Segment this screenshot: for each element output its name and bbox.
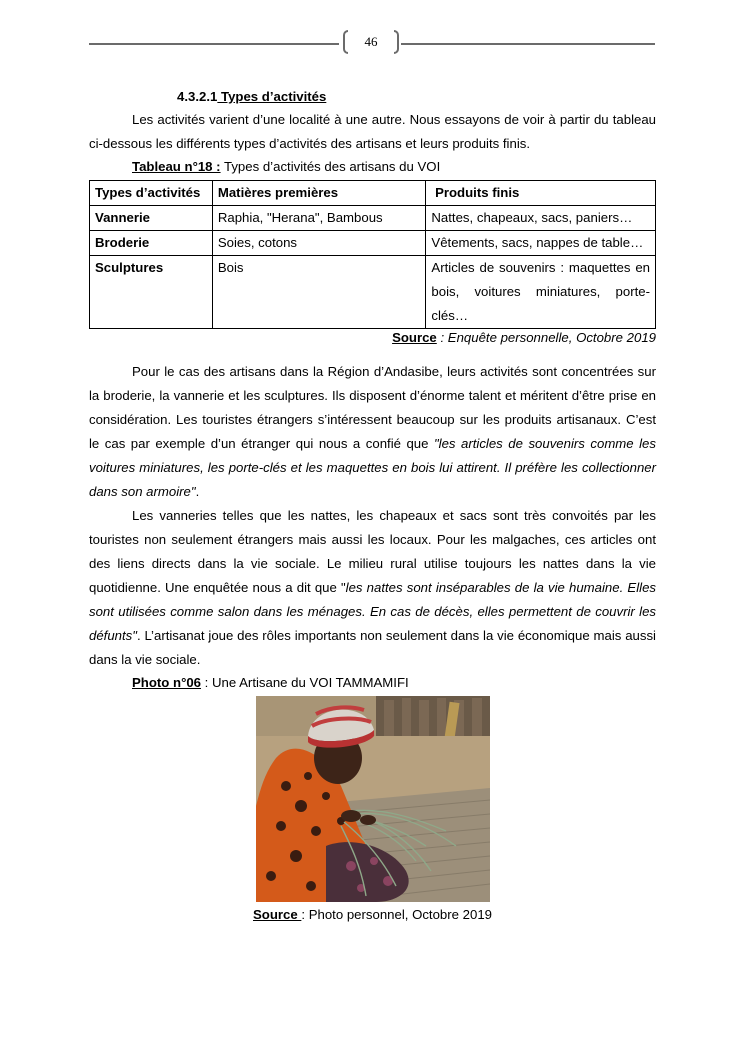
paragraph-vannerie-text: Les vanneries telles que les nattes, les chapeaux et sacs sont très convoités par les touristes non seulement étrangers mais aussi les locaux. Pour les malgaches, ces articles ont des liens directs dans la vie sociale. Le milieu rural utilise toujours les nattes dans la vie quotidienne. Une enquêtée nous a dit que " — [89, 508, 656, 595]
paragraph-tourists-end: . — [195, 484, 200, 499]
paragraph-vannerie-quote: les nattes sont inséparables de la vie humaine. Elles sont utilisées comme salon dans les ménages. En cas de décès, elles permettent de couvrir les défunts" — [89, 580, 656, 643]
paragraph-vannerie — [89, 504, 656, 672]
paragraph-tourists — [89, 360, 656, 504]
table-cell-materials: Bois — [212, 256, 426, 329]
photo-label: Photo n°06 — [132, 675, 202, 690]
paragraph-vannerie-end: . L’artisanat joue des rôles importants non seulement dans la vie économique mais aussi dans la vie sociale. — [89, 628, 656, 667]
section-title: Types d’activités — [217, 89, 327, 104]
table-source-label: Source — [392, 330, 437, 345]
page-content — [89, 88, 656, 925]
photo-caption — [89, 672, 656, 694]
header-rule-left — [89, 43, 339, 45]
table-source — [89, 329, 656, 347]
table-header-cell: Produits finis — [426, 181, 656, 206]
table-row — [90, 206, 656, 231]
table-header-row — [90, 181, 656, 206]
photo-source-label: Source — [253, 907, 302, 922]
table-row — [90, 231, 656, 256]
photo-caption-text: : Une Artisane du VOI TAMMAMIFI — [201, 675, 409, 690]
paragraph-tourists-quote: "les articles de souvenirs comme les voitures miniatures, les porte-clés et les maquettes en bois lui attirent. Il préfère les collectionner dans son armoire" — [89, 436, 656, 499]
table-header-cell: Types d’activités — [90, 181, 213, 206]
table-cell-materials: Raphia, "Herana", Bambous — [212, 206, 426, 231]
table-caption — [89, 156, 656, 178]
table-cell-type: Vannerie — [90, 206, 213, 231]
table-cell-products: Articles de souvenirs : maquettes en bois, voitures miniatures, porte-clés… — [426, 256, 656, 329]
artisan-photo — [256, 696, 490, 902]
intro-paragraph: Les activités varient d’une localité à une autre. Nous essayons de voir à partir du tableau ci-dessous les différents types d’activités des artisans et leurs produits finis. — [89, 112, 656, 151]
table-caption-text: Types d’activités des artisans du VOI — [220, 159, 441, 174]
table-cell-products: Vêtements, sacs, nappes de table… — [426, 231, 656, 256]
section-heading — [89, 88, 656, 106]
photo-source — [89, 905, 656, 925]
paragraph-tourists-text: Pour le cas des artisans dans la Région d’Andasibe, leurs activités sont concentrées sur la broderie, la vannerie et les sculptures. Ils disposent d’énorme talent et méritent d’être prise en considération. Les touristes étrangers s’intéressent beaucoup sur les produits artisanaux. C’est le cas par exemple d’un étranger qui nous a confié que — [89, 364, 656, 451]
table-header-cell: Matières premières — [212, 181, 426, 206]
page-number-bracket-left — [343, 30, 348, 54]
table-row — [90, 256, 656, 329]
table-label: Tableau n°18 : — [132, 159, 221, 174]
activities-table — [89, 180, 656, 329]
table-cell-products: Nattes, chapeaux, sacs, paniers… — [426, 206, 656, 231]
table-source-text: : Enquête personnelle, Octobre 2019 — [436, 330, 656, 345]
table-cell-type: Sculptures — [90, 256, 213, 329]
table-cell-materials: Soies, cotons — [212, 231, 426, 256]
section-number: 4.3.2.1 — [177, 89, 218, 104]
photo-source-text: : Photo personnel, Octobre 2019 — [301, 907, 492, 922]
page-number: 46 — [364, 34, 378, 49]
page-number-bracket-right — [394, 30, 399, 54]
table-cell-type: Broderie — [90, 231, 213, 256]
header-rule-right — [401, 43, 655, 45]
